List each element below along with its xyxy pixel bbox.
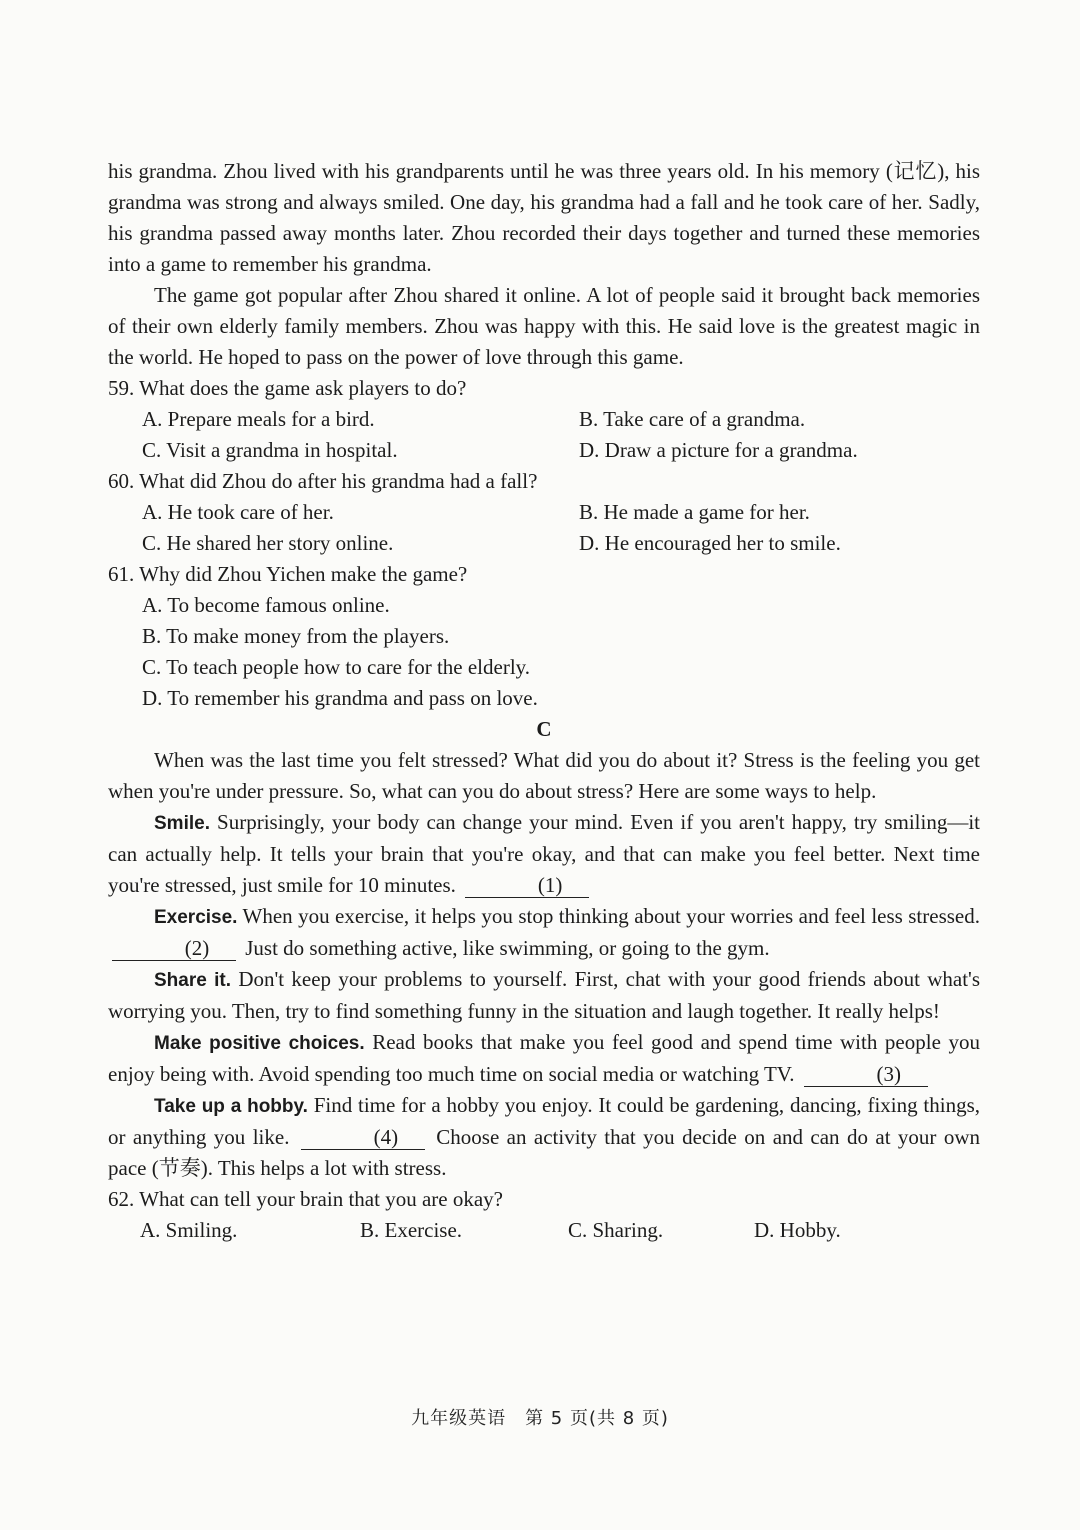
question-60-options: [108, 497, 980, 559]
exercise-text-before: When you exercise, it helps you stop thinking about your worries and feel less stressed.: [237, 904, 980, 928]
page-footer: 九年级英语 第 5 页(共 8 页): [411, 1408, 669, 1429]
option-62-d: D. Hobby.: [754, 1218, 841, 1242]
option-59-b: B. Take care of a grandma.: [579, 407, 806, 431]
passage-c-intro: When was the last time you felt stressed? What did you do about it? Stress is the feeling you get when you're under pressure. So, what can you do about stress? Here are some ways to help.: [108, 748, 980, 803]
hobby-text-before: Find time for a hobby you enjoy. It could be gardening, dancing, fixing things, or anything you like.: [108, 1093, 980, 1149]
question-59-stem: 59. What does the game ask players to do?: [108, 376, 467, 400]
question-61-stem: 61. Why did Zhou Yichen make the game?: [108, 562, 468, 586]
share-text: Don't keep your problems to yourself. First, chat with your good friends about what's worrying you. Then, try to find something funny in the situation and laugh together. It really helps!: [108, 967, 980, 1023]
hobby-text-after: Choose an activity that you decide on and can do at your own pace (节奏). This helps a lot with stress.: [108, 1125, 980, 1180]
option-60-b: B. He made a game for her.: [579, 500, 810, 524]
option-61-d: D. To remember his grandma and pass on love.: [142, 686, 538, 710]
option-62-c: C. Sharing.: [568, 1218, 664, 1242]
question-60-stem: 60. What did Zhou do after his grandma had a fall?: [108, 469, 538, 493]
choices-text: Read books that make you feel good and spend time with people you enjoy being with. Avoid spending too much time on social media or watching TV.: [108, 1030, 980, 1086]
option-61-b: B. To make money from the players.: [142, 624, 450, 648]
blank-2: (2): [112, 936, 236, 961]
heading-share: Share it.: [154, 970, 232, 991]
option-62-a: A. Smiling.: [140, 1218, 238, 1242]
option-62-b: B. Exercise.: [360, 1218, 463, 1242]
option-60-d: D. He encouraged her to smile.: [579, 531, 841, 555]
heading-hobby: Take up a hobby.: [154, 1096, 308, 1117]
option-60-a: A. He took care of her.: [142, 500, 334, 524]
paragraph-exercise: [108, 901, 980, 964]
question-62-options: [108, 1215, 980, 1246]
heading-choices: Make positive choices.: [154, 1033, 365, 1054]
blank-3: (3): [804, 1062, 928, 1087]
option-61-a: A. To become famous online.: [142, 593, 390, 617]
paragraph-share: [108, 964, 980, 1027]
option-59-a: A. Prepare meals for a bird.: [142, 407, 375, 431]
question-61-options: [108, 590, 980, 714]
blank-1: (1): [465, 873, 589, 898]
paragraph-choices: [108, 1027, 980, 1090]
option-59-d: D. Draw a picture for a grandma.: [579, 438, 858, 462]
paragraph-hobby: [108, 1090, 980, 1184]
passage-b-paragraph-1: his grandma. Zhou lived with his grandparents until he was three years old. In his memory (记忆), his grandma was strong and always smiled. One day, his grandma had a fall and he took care of her. Sadly, his grandma passed away months later. Zhou recorded their days together and turned these memories into a game to remember his grandma.: [108, 159, 980, 276]
option-59-c: C. Visit a grandma in hospital.: [142, 438, 398, 462]
blank-4: (4): [301, 1125, 425, 1150]
page-content: [108, 156, 980, 1246]
question-59-options: [108, 404, 980, 466]
question-62-stem: 62. What can tell your brain that you are okay?: [108, 1187, 503, 1211]
smile-text: Surprisingly, your body can change your mind. Even if you aren't happy, try smiling—it can actually help. It tells your brain that you're okay, and that can make you feel better. Next time you're stressed, just smile for 10 minutes.: [108, 810, 980, 897]
exercise-text-after: Just do something active, like swimming, or going to the gym.: [240, 936, 770, 960]
section-letter: C: [536, 717, 552, 741]
paragraph-smile: [108, 807, 980, 901]
passage-b-paragraph-2: The game got popular after Zhou shared it online. A lot of people said it brought back memories of their own elderly family members. Zhou was happy with this. He said love is the greatest magic in the world. He hoped to pass on the power of love through this game.: [108, 283, 980, 369]
option-60-c: C. He shared her story online.: [142, 531, 394, 555]
heading-smile: Smile.: [154, 813, 210, 834]
heading-exercise: Exercise.: [154, 907, 238, 928]
option-61-c: C. To teach people how to care for the elderly.: [142, 655, 531, 679]
